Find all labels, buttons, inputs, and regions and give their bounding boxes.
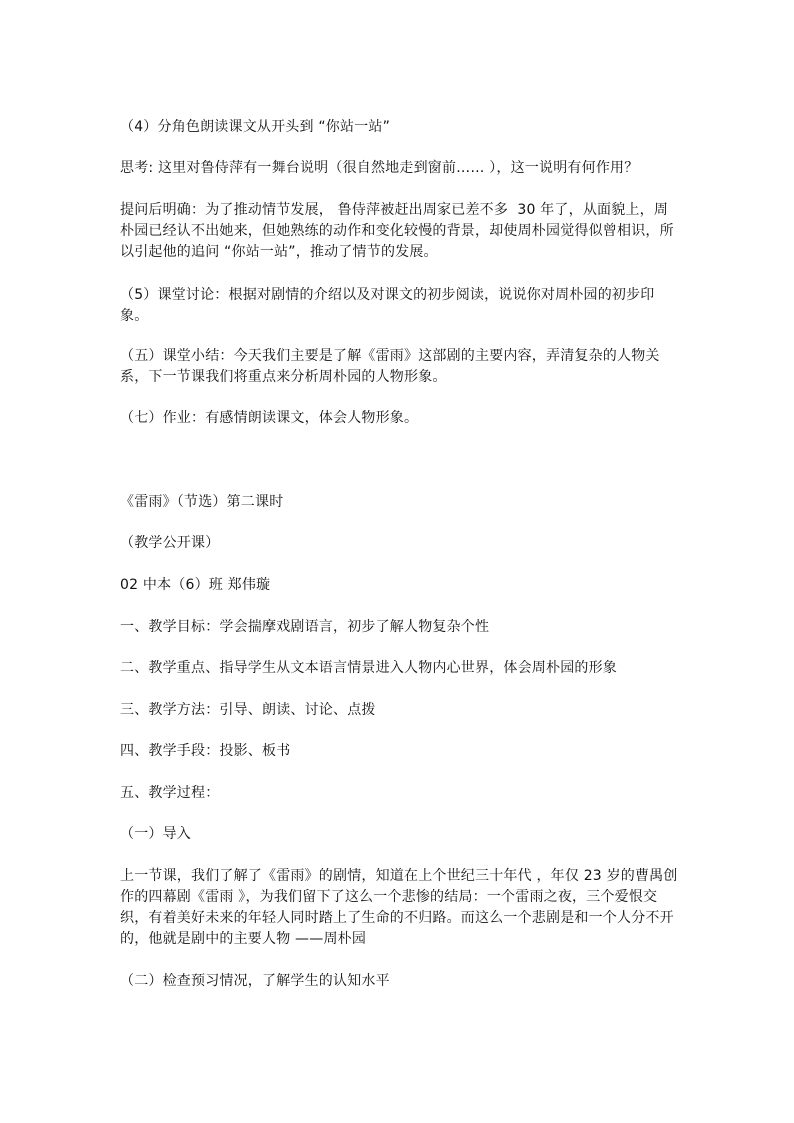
introduction-body: 上一节课，我们了解了《雷雨》的剧情，知道在上个世纪三十年代 ，年仅 23 岁的曹禺创作的四幕剧《雷雨 》，为我们留下了这么一个悲惨的结局：一个雷雨之夜，三个爱恨交织，有着美好未来的年轻人同时踏上了生命的不归路。而这么一个悲剧是和一个人分不开的，他就是剧中的主要人物 ——周朴园 (120, 868, 678, 947)
paragraph-thinking-question: 思考: 这里对鲁侍萍有一舞台说明（很自然地走到窗前…… ），这一说明有何作用？ (120, 160, 639, 176)
class-and-teacher: 02 中本（6）班 郑伟璇 (120, 577, 271, 593)
teaching-focus: 二、教学重点、指导学生从文本语言情景进入人物内心世界，体会周朴园的形象 (120, 660, 617, 676)
teaching-objective: 一、教学目标：学会揣摩戏剧语言，初步了解人物复杂个性 (120, 619, 490, 635)
teaching-process-heading: 五、教学过程： (120, 785, 220, 801)
teaching-methods: 三、教学方法：引导、朗读、讨论、点拨 (120, 702, 376, 718)
paragraph-clarification: 提问后明确：为了推动情节发展， 鲁侍萍被赶出周家已差不多 30 年了，从面貌上，周朴园已经认不出她来，但她熟练的动作和变化较慢的背景，却使周朴园觉得似曾相识，所以引起他的追问 “你站一站”，推动了情节的发展。 (120, 202, 674, 260)
lesson-title: 《雷雨》（节选）第二课时 (120, 494, 284, 510)
preview-check-heading: （二）检查预习情况，了解学生的认知水平 (120, 973, 390, 989)
paragraph-class-discussion: （5）课堂讨论：根据对剧情的介绍以及对课文的初步阅读，说说你对周朴园的初步印象。 (120, 287, 655, 324)
paragraph-role-reading: （4）分角色朗读课文从开头到 “你站一站” (120, 119, 391, 135)
paragraph-homework: （七）作业：有感情朗读课文，体会人物形象。 (120, 410, 419, 426)
lesson-subtitle: （教学公开课） (120, 535, 220, 551)
introduction-heading: （一）导入 (120, 826, 191, 842)
teaching-means: 四、教学手段：投影、板书 (120, 743, 291, 759)
paragraph-class-summary: （五）课堂小结：今天我们主要是了解《雷雨》这部剧的主要内容，弄清复杂的人物关系，下一节课我们将重点来分析周朴园的人物形象。 (120, 348, 660, 385)
